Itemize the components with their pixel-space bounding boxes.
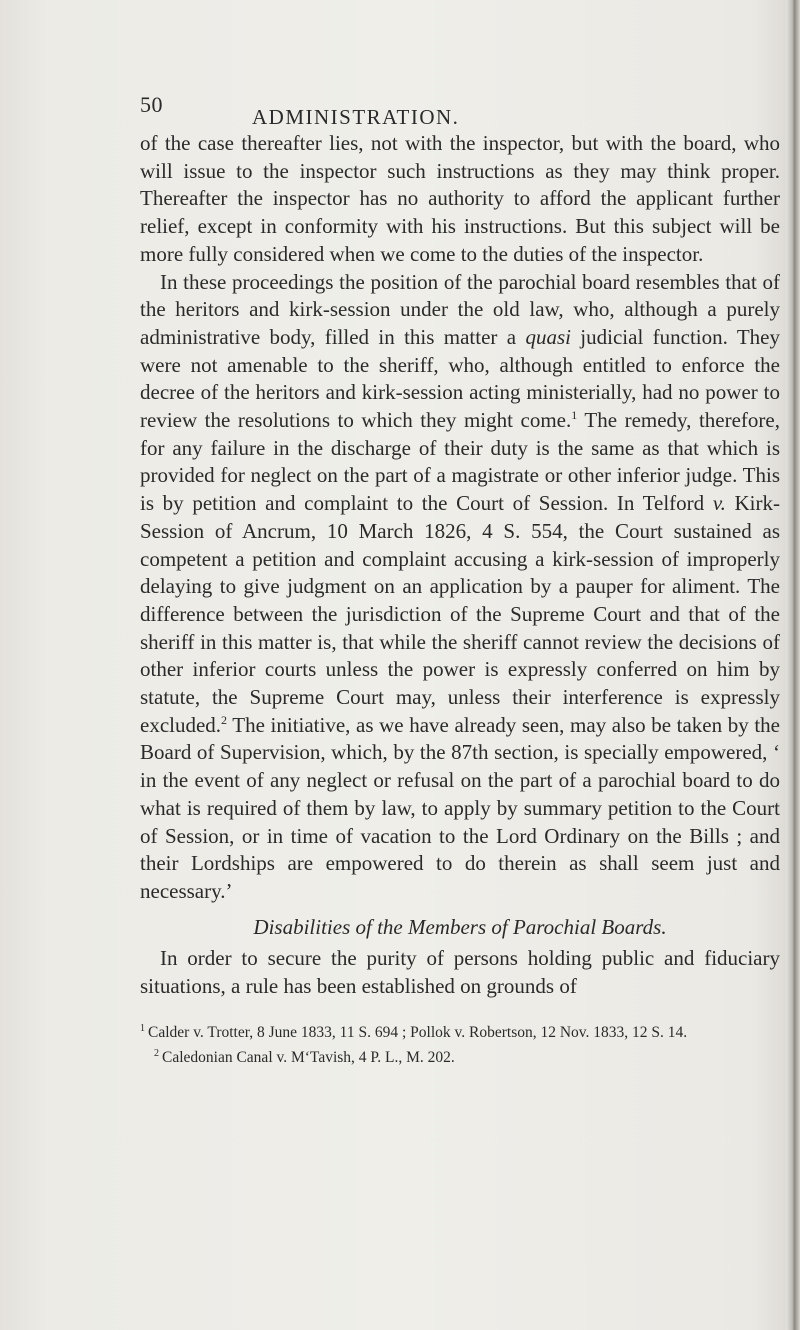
footnote-1: $^1$ Calder v. Trotter, 8 June 1833, 11 S. 694 ; Pollok v. Robertson, 12 Nov. 1833, 12 S. 14. bbox=[140, 1023, 688, 1042]
paragraph-3: In order to secure the purity of persons holding public and fiduciary situations, a rule has been established on grounds of bbox=[140, 946, 780, 999]
footnote-ref-1: 1 bbox=[571, 408, 578, 423]
footnote-2: $^2$ Caledonian Canal v. M‘Tavish, 4 P. L., M. 202. bbox=[154, 1048, 455, 1067]
footnotes bbox=[140, 1018, 780, 1068]
page-edge bbox=[786, 0, 800, 1330]
page-number: 50 bbox=[140, 92, 163, 117]
section-heading: Disabilities of the Members of Parochial Boards. bbox=[253, 914, 667, 939]
paragraph-2: In these proceedings the position of the parochial board resembles that of the heritors and kirk-session under the old law, who, although a purely administrative body, filled in this matter a quasi judicial function. They were not amenable to the sheriff, who, although entitled to enforce the decree of the heritors and kirk-session acting ministerially, had no power to review the resolutions to which they might come.$^1$ The remedy, therefore, for any failure in the discharge of their duty is the same as that which is provided for neglect on the part of a magistrate or other inferior judge. This is by petition and complaint to the Court of Session. In Telford v. Kirk-Session of Ancrum, 10 March 1826, 4 S. 554, the Court sustained as competent a petition and complaint accusing a kirk-session of improperly delaying to give judgment on an application by a pauper for aliment. The difference between the jurisdiction of the Supreme Court and that of the sheriff in this matter is, that while the sheriff cannot review the decisions of other inferior courts unless the power is expressly conferred on him by statute, the Supreme Court may, unless their interference is expressly excluded.$^2$ The initiative, as we have already seen, may also be taken by the Board of Supervision, which, by the 87th section, is specially empowered, ‘ in the event of any neglect or refusal on the part of a parochial board to do what is required of them by law, to apply by summary petition to the Court of Session, or in time of vacation to the Lord Ordinary on the Bills ; and their Lordships are empowered to do therein as shall seem just and necessary.’ bbox=[140, 269, 780, 903]
italic-v: v. bbox=[712, 491, 726, 516]
running-head: ADMINISTRATION. bbox=[252, 105, 460, 129]
italic-quasi: quasi bbox=[525, 324, 571, 349]
paragraph-1: of the case thereafter lies, not with the inspector, but with the board, who will issue to the inspector such instructions as they may think proper. Thereafter the inspector has no authority to afford the applicant further relief, except in conformity with his instructions. But this subject will be more fully considered when we come to the duties of the inspector. bbox=[140, 131, 780, 266]
footnote-ref-2: 2 bbox=[221, 712, 228, 727]
body-text bbox=[140, 130, 780, 1001]
